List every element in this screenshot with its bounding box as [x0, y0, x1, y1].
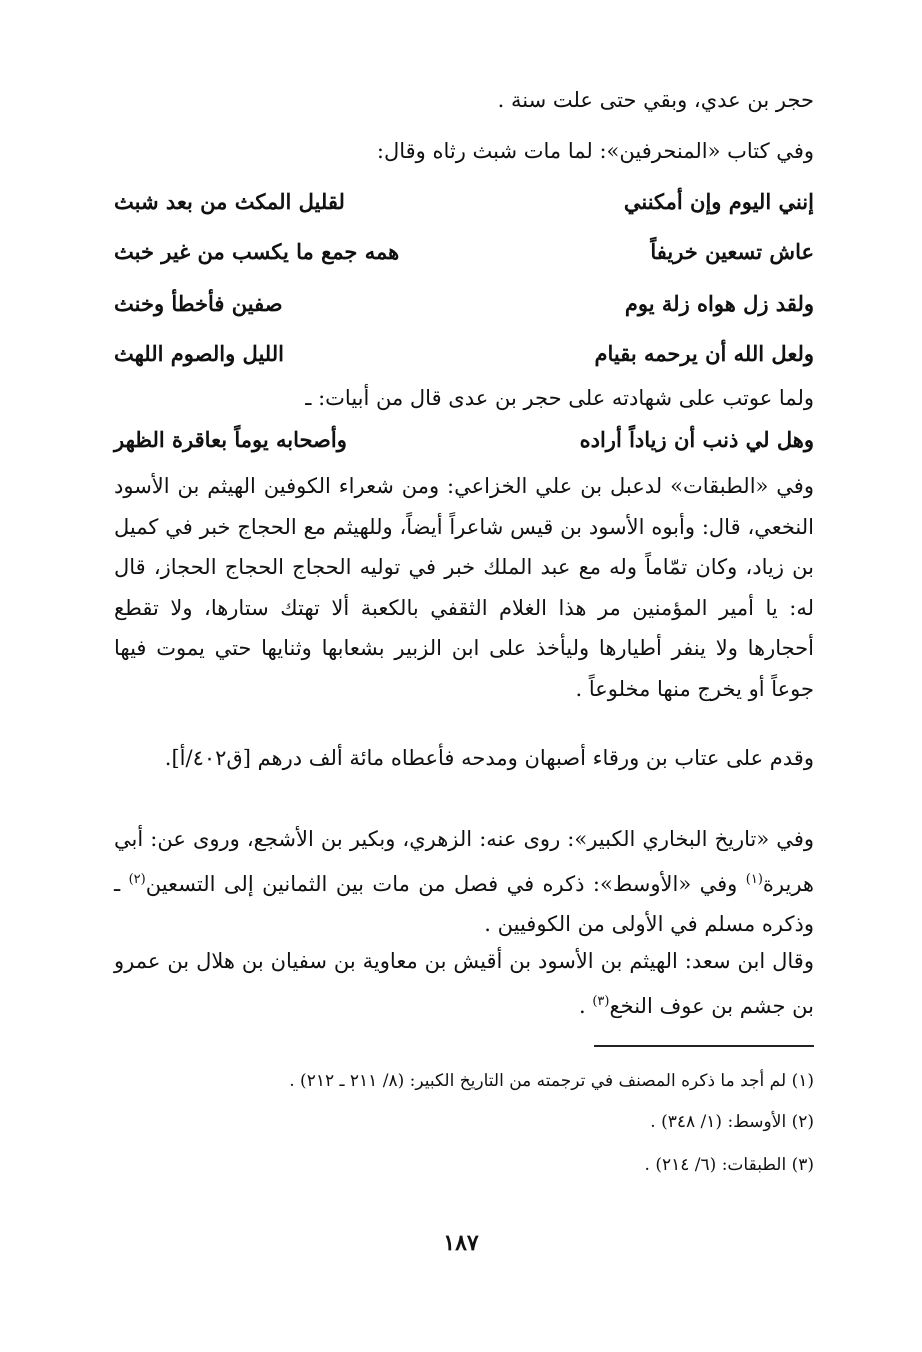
verse-row — [114, 284, 814, 324]
verse-second-hemistich: لقليل المكث من بعد شبث — [114, 189, 345, 214]
paragraph-ibn-saad-text: وقال ابن سعد: الهيثم بن الأسود بن أقيش بن معاوية بن سفيان بن هلال بن عمرو بن جشم بن عوف النخع — [114, 949, 814, 1018]
footnote-ref-1: (١) — [745, 871, 763, 887]
verse-first-hemistich: ولعل الله أن يرحمه بقيام — [594, 341, 814, 366]
footnote-ref-3: (٣) — [592, 993, 610, 1009]
verse-second-hemistich: همه جمع ما يكسب من غير خبث — [114, 239, 400, 264]
text-line-2: وفي كتاب «المنحرفين»: لما مات شبث رثاه وقال: — [376, 139, 814, 163]
verse-first-hemistich: عاش تسعين خريفاً — [650, 239, 814, 264]
paragraph-bukhari — [114, 819, 814, 945]
footnote-1: (١) لم أجد ما ذكره المصنف في ترجمته من التاريخ الكبير: (٨/ ٢١١ ـ ٢١٢) . — [289, 1071, 814, 1091]
verse-first-hemistich: ولقد زل هواه زلة يوم — [624, 291, 814, 316]
page-number: ١٨٧ — [443, 1230, 479, 1256]
text-line-3: ولما عوتب على شهادته على حجر بن عدى قال من أبيات: ـ — [305, 386, 814, 410]
paragraph-ibn-saad-end: . — [578, 993, 593, 1018]
verse-row — [114, 182, 814, 222]
footnote-2: (٢) الأوسط: (١/ ٣٤٨) . — [650, 1112, 814, 1132]
paragraph-bukhari-text: وفي «تاريخ البخاري الكبير»: روى عنه: الزهري، وبكير بن الأشجع، وروى عن: أبي هريرة — [114, 827, 814, 896]
text-line-1: حجر بن عدي، وبقي حتى علت سنة . — [497, 88, 814, 112]
verse-second-hemistich: صفين فأخطأ وخنث — [114, 291, 283, 316]
verse-first-hemistich: إنني اليوم وإن أمكنني — [623, 189, 814, 214]
footnote-3: (٣) الطبقات: (٦/ ٢١٤) . — [644, 1155, 814, 1175]
verse-row — [114, 232, 814, 272]
paragraph-tabaqat: وفي «الطبقات» لدعبل بن علي الخزاعي: ومن شعراء الكوفين الهيثم بن الأسود النخعي، قال: وأبوه الأسود بن قيس شاعراً أيضاً، وللهيثم مع الحجاج خبر في كميل بن زياد، وكان تمّاماً وله مع عبد الملك خبر في توليه الحجاج الحجاج الحجاز، قال له: يا أمير المؤمنين مر هذا الغلام الثقفي بالكعبة ألا تهتك ستارها، ولا تقطع أحجارها ولا ينفر أطيارها وليأخذ على ابن الزبير بشعابها وثنايها حتي يموت فيها جوعاً أو يخرج منها مخلوعاً . — [114, 474, 814, 701]
verse-second-hemistich: الليل والصوم اللهث — [114, 341, 284, 366]
paragraph-bukhari-end: ـ وذكره مسلم في الأولى من الكوفيين . — [114, 871, 814, 936]
verse-row — [114, 420, 814, 460]
paragraph-bukhari-middle: وفي «الأوسط»: ذكره في فصل من مات بين الثمانين إلى التسعين — [145, 871, 746, 896]
verse-second-hemistich: وأصحابه يوماً بعاقرة الظهر — [114, 427, 347, 452]
paragraph-attab: وقدم على عتاب بن ورقاء أصبهان ومدحه فأعطاه مائة ألف درهم [ق٤٠٢/أ]. — [164, 746, 814, 770]
footnote-divider — [594, 1045, 814, 1047]
verse-row — [114, 334, 814, 374]
verse-first-hemistich: وهل لي ذنب أن زياداً أراده — [579, 427, 814, 452]
footnote-ref-2: (٢) — [128, 871, 146, 887]
paragraph-ibn-saad — [114, 941, 814, 1026]
